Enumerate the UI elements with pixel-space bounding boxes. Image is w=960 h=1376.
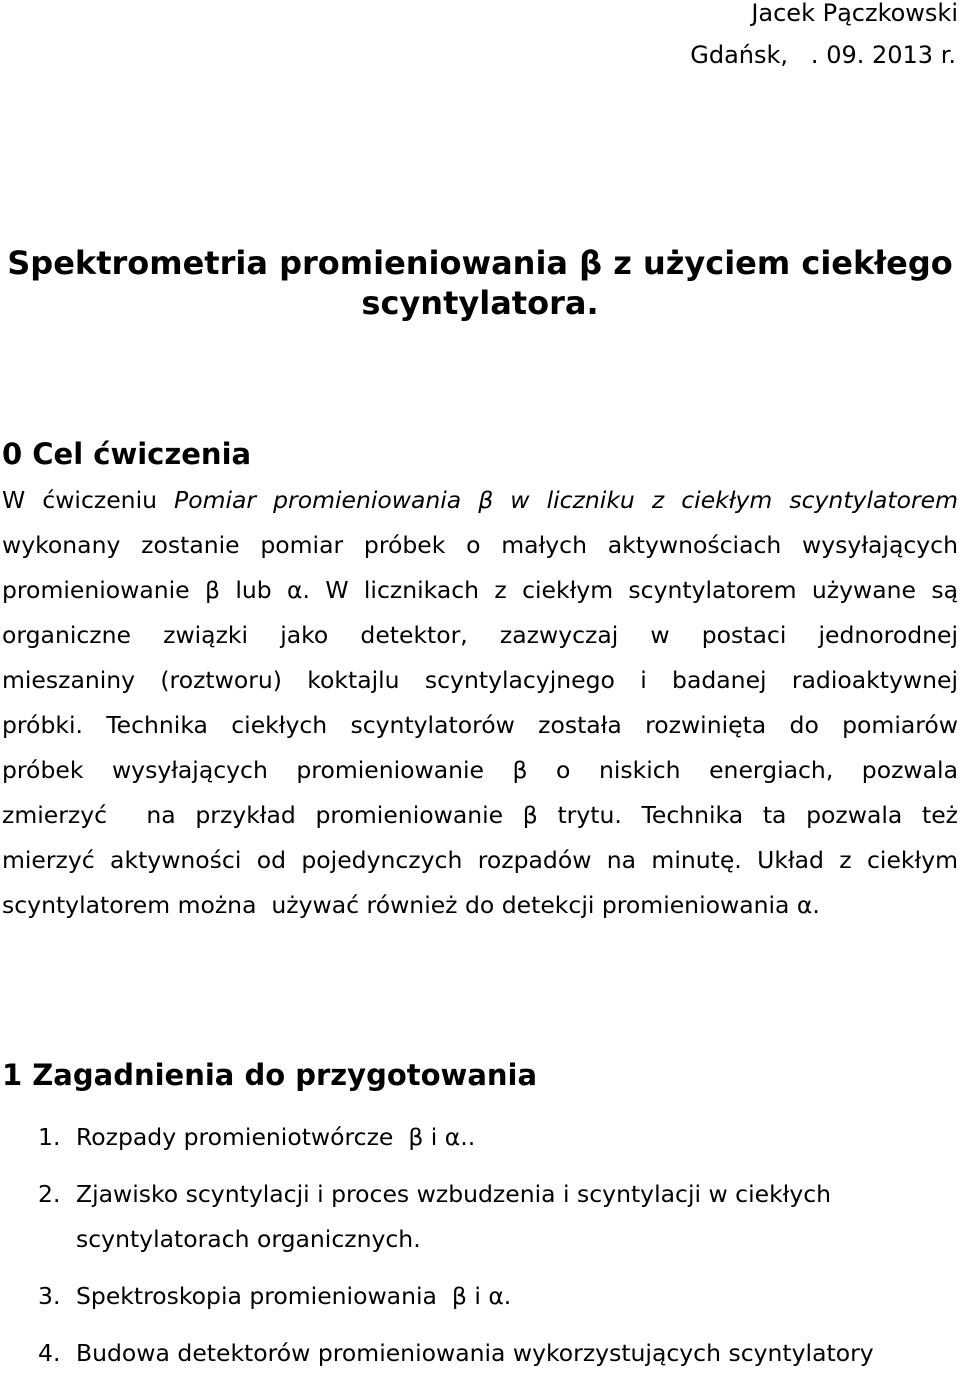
section-1-heading: 1 Zagadnienia do przygotowania bbox=[2, 1058, 538, 1092]
list-text: Rozpady promieniotwórcze β i α.. bbox=[76, 1123, 476, 1151]
list-text: Spektroskopia promieniowania β i α. bbox=[76, 1282, 512, 1310]
paragraph-line: próbek wysyłających promieniowanie β o niskich energiach, pozwala bbox=[2, 756, 958, 784]
paragraph-text: W ćwiczeniu bbox=[2, 486, 175, 514]
list-number: 2. bbox=[38, 1180, 61, 1208]
list-number: 1. bbox=[38, 1123, 61, 1151]
paragraph-line: mieszaniny (roztworu) koktajlu scyntylacyjnego i badanej radioaktywnej bbox=[2, 666, 958, 694]
paragraph-line bbox=[2, 478, 958, 523]
paragraph-line: zmierzyć na przykład promieniowanie β trytu. Technika ta pozwala też bbox=[2, 801, 958, 829]
author-name: Jacek Pączkowski bbox=[751, 0, 958, 27]
title-line-1: Spektrometria promieniowania β z użyciem ciekłego bbox=[7, 244, 953, 282]
paragraph-line: mierzyć aktywności od pojedynczych rozpadów na minutę. Układ z ciekłym bbox=[2, 846, 958, 874]
document-title bbox=[0, 243, 960, 323]
section-0-paragraph bbox=[2, 478, 958, 928]
list-text: Budowa detektorów promieniowania wykorzystujących scyntylatory bbox=[76, 1339, 874, 1367]
paragraph-line: scyntylatorem można używać również do detekcji promieniowania α. bbox=[2, 891, 820, 919]
list-text-continued: scyntylatorach organicznych. bbox=[76, 1225, 421, 1253]
paragraph-line: organiczne związki jako detektor, zazwyczaj w postaci jednorodnej bbox=[2, 621, 958, 649]
section-0-heading: 0 Cel ćwiczenia bbox=[2, 437, 252, 471]
list-text: Zjawisko scyntylacji i proces wzbudzenia i scyntylacji w ciekłych bbox=[76, 1180, 832, 1208]
exercise-title: Pomiar promieniowania β w liczniku z ciekłym scyntylatorem bbox=[174, 486, 958, 514]
title-line-2: scyntylatora. bbox=[361, 284, 599, 322]
document-date: Gdańsk, . 09. 2013 r. bbox=[690, 41, 956, 69]
list-number: 3. bbox=[38, 1282, 61, 1310]
paragraph-line: promieniowanie β lub α. W licznikach z ciekłym scyntylatorem używane są bbox=[2, 576, 958, 604]
paragraph-line: wykonany zostanie pomiar próbek o małych aktywnościach wysyłających bbox=[2, 531, 958, 559]
list-number: 4. bbox=[38, 1339, 61, 1367]
paragraph-line: próbki. Technika ciekłych scyntylatorów została rozwinięta do pomiarów bbox=[2, 711, 958, 739]
